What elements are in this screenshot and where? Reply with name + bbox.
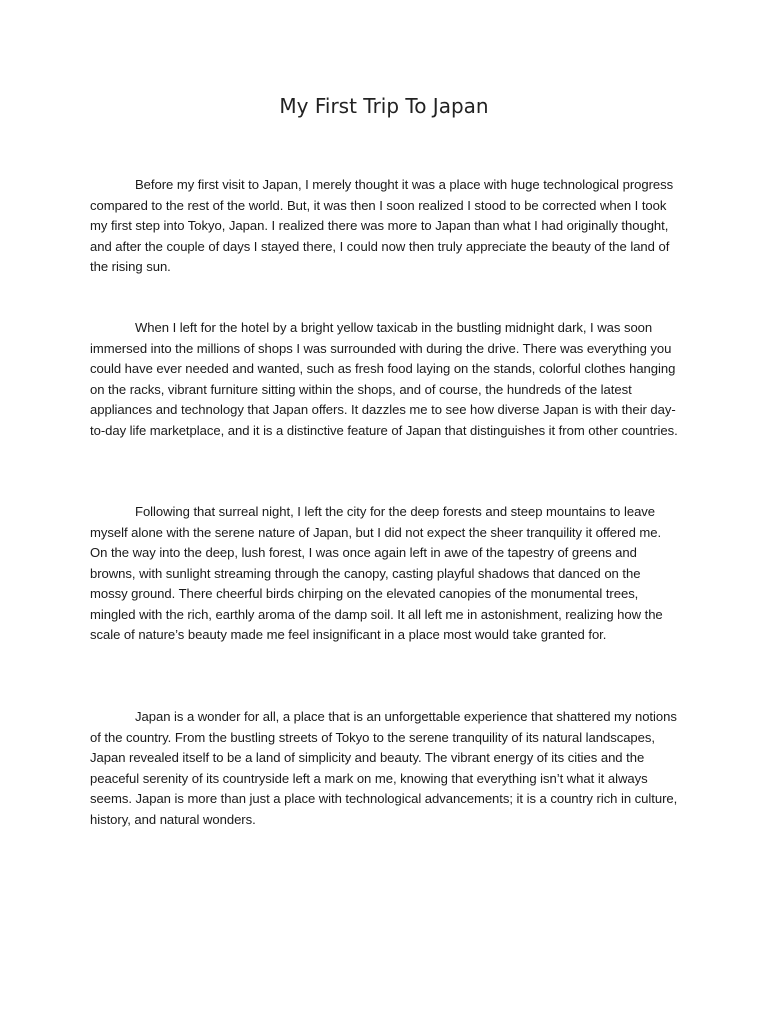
paragraph-3: Following that surreal night, I left the city for the deep forests and steep mountains to leave myself alone with the serene nature of Japan, but I did not expect the sheer tranquility it offered me. On the way into the deep, lush forest, I was once again left in awe of the tapestry of greens and browns, with sunlight streaming through the canopy, casting playful shadows that danced on the mossy ground. There cheerful birds chirping on the elevated canopies of the monumental trees, mingled with the rich, earthly aroma of the damp soil. It all left me in astonishment, realizing how the scale of nature’s beauty made me feel insignificant in a place most would take granted for. xyxy=(90,504,663,642)
paragraph-1: Before my first visit to Japan, I merely thought it was a place with huge technological progress compared to the rest of the world. But, it was then I soon realized I stood to be corrected when I took my first step into Tokyo, Japan. I realized there was more to Japan than what I had originally thought, and after the couple of days I stayed there, I could now then truly appreciate the beauty of the land of the rising sun. xyxy=(90,177,674,274)
paragraph-2: When I left for the hotel by a bright yellow taxicab in the bustling midnight dark, I was soon immersed into the millions of shops I was surrounded with during the drive. There was everything you could have ever needed and wanted, such as fresh food laying on the stands, colorful clothes hanging on the racks, vibrant furniture sitting within the shops, and of course, the hundreds of the latest appliances and technology that Japan offers. It dazzles me to see how diverse Japan is with their day-to-day life marketplace, and it is a distinctive feature of Japan that distinguishes it from other countries. xyxy=(90,320,678,438)
paragraph-4: Japan is a wonder for all, a place that is an unforgettable experience that shattered my notions of the country. From the bustling streets of Tokyo to the serene tranquility of its natural landscapes, Japan revealed itself to be a land of simplicity and beauty. The vibrant energy of its cities and the peaceful serenity of its countryside left a mark on me, knowing that everything isn’t what it always seems. Japan is more than just a place with technological advancements; it is a country rich in culture, history, and natural wonders. xyxy=(90,709,678,827)
document-title: My First Trip To Japan xyxy=(279,94,489,118)
